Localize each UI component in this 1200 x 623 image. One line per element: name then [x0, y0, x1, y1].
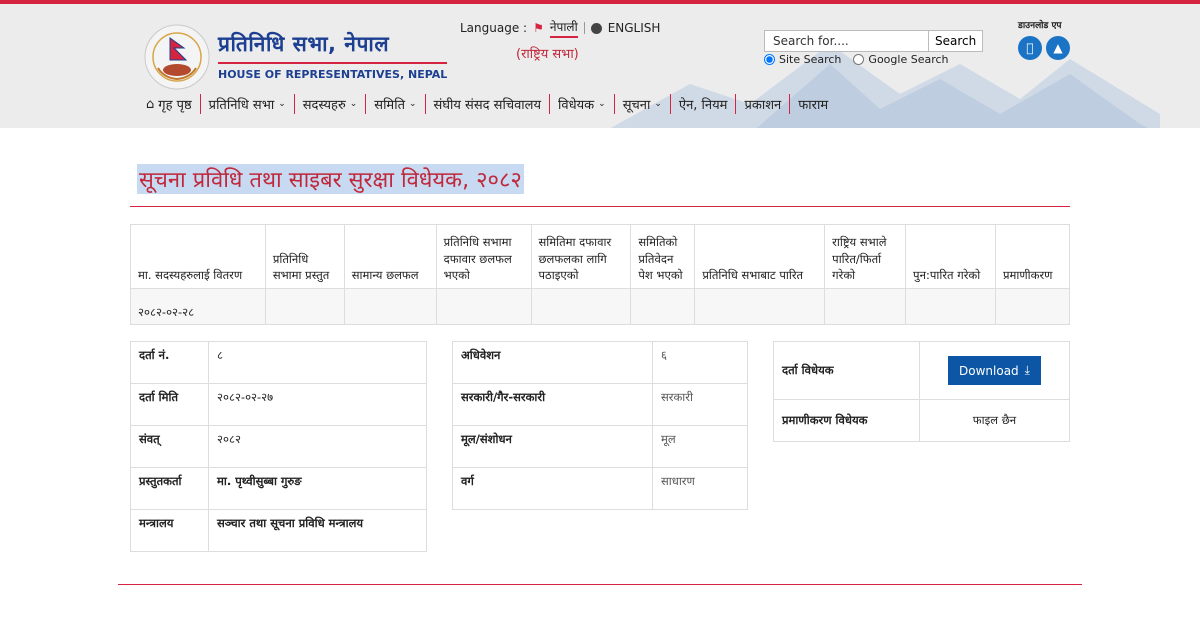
table-cell [265, 289, 344, 325]
column-header: सामान्य छलफल [344, 225, 436, 289]
search-button[interactable]: Search [929, 30, 983, 52]
nav-secretariat[interactable] [426, 94, 550, 114]
detail-value: ८ [209, 342, 427, 384]
emblem-logo[interactable] [144, 24, 210, 90]
table-row [774, 342, 1070, 400]
column-header: प्रतिनिधि सभाबाट पारित [695, 225, 825, 289]
nav-house[interactable] [201, 94, 295, 114]
nav-home-label: गृह पृष्ठ [158, 98, 192, 113]
lang-nepali-link[interactable]: नेपाली [550, 18, 578, 38]
nav-bills[interactable] [550, 94, 615, 114]
rastriya-sabha-link[interactable]: (राष्ट्रिय सभा) [516, 47, 579, 62]
nav-notices-label: सूचना [622, 98, 651, 113]
column-header: मा. सदस्यहरुलाई वितरण [131, 225, 266, 289]
site-search-option[interactable] [764, 53, 841, 66]
nav-acts-rules[interactable] [671, 94, 737, 114]
download-icon: ⤓ [1024, 363, 1030, 377]
nav-secretariat-label: संघीय संसद सचिवालय [433, 98, 542, 113]
site-subtitle[interactable]: HOUSE OF REPRESENTATIVES, NEPAL [218, 62, 447, 81]
nav-acts-label: ऐन, नियम [678, 98, 728, 113]
detail-key: मन्त्रालय [131, 510, 209, 552]
nav-publications[interactable] [736, 94, 790, 114]
table-row [453, 426, 748, 468]
nav-notices[interactable] [615, 94, 671, 114]
table-row [774, 400, 1070, 442]
nav-forms[interactable] [790, 94, 836, 114]
detail-key: सरकारी/गैर-सरकारी [453, 384, 653, 426]
nav-bills-label: विधेयक [558, 98, 595, 113]
nav-members-label: सदस्यहरु [302, 98, 346, 113]
column-header: राष्ट्रिय सभाले पारित/फिर्ता गरेको [825, 225, 906, 289]
globe-icon [591, 23, 602, 34]
language-label: Language : [460, 21, 528, 35]
detail-key: अधिवेशन [453, 342, 653, 384]
table-cell [436, 289, 531, 325]
table-row [131, 426, 427, 468]
column-header: पुन:पारित गरेको [906, 225, 996, 289]
certified-bill-value: फाइल छैन [920, 400, 1070, 442]
detail-value: २०८२ [209, 426, 427, 468]
table-row [131, 289, 1070, 325]
bill-documents [773, 341, 1070, 442]
google-search-option[interactable] [853, 53, 948, 66]
detail-value: सञ्चार तथा सूचना प्रविधि मन्त्रालय [209, 510, 427, 552]
chevron-down-icon: ⌄ [409, 99, 417, 109]
table-cell [906, 289, 996, 325]
nav-committee-label: समिति [374, 98, 405, 113]
column-header: समितिमा दफावार छलफलका लागि पठाइएको [531, 225, 631, 289]
site-search-label: Site Search [779, 53, 842, 66]
table-cell: २०८२-०२-२८ [131, 289, 266, 325]
table-cell [631, 289, 695, 325]
chevron-down-icon: ⌄ [654, 99, 662, 109]
apple-icon[interactable] [1018, 36, 1042, 60]
detail-key: प्रस्तुतकर्ता [131, 468, 209, 510]
certified-bill-label: प्रमाणीकरण विधेयक [774, 400, 920, 442]
lang-divider [584, 22, 585, 34]
title-divider [130, 206, 1070, 207]
table-cell [825, 289, 906, 325]
chevron-down-icon: ⌄ [349, 99, 358, 109]
nav-publications-label: प्रकाशन [744, 98, 782, 113]
registered-bill-label: दर्ता विधेयक [774, 342, 920, 400]
chevron-down-icon: ⌄ [598, 99, 606, 109]
site-search-radio[interactable] [764, 54, 775, 65]
detail-value: साधारण [653, 468, 748, 510]
column-header: प्रमाणीकरण [995, 225, 1069, 289]
nav-forms-label: फाराम [798, 98, 829, 113]
table-row [131, 384, 427, 426]
download-button[interactable] [948, 356, 1041, 385]
google-search-label: Google Search [868, 53, 949, 66]
detail-value: सरकारी [653, 384, 748, 426]
nepal-flag-icon: ⚑ [533, 21, 544, 35]
table-cell [531, 289, 631, 325]
search-scope-radios [764, 53, 949, 66]
app-download-icons [1018, 36, 1070, 60]
table-cell [995, 289, 1069, 325]
table-row [453, 342, 748, 384]
table-row [131, 510, 427, 552]
lang-english-link[interactable]: ENGLISH [607, 21, 661, 35]
android-icon[interactable]: ▲ [1046, 36, 1070, 60]
download-button-label: Download [959, 363, 1019, 378]
language-switcher [460, 18, 660, 38]
nav-home[interactable] [146, 94, 201, 114]
detail-value: मूल [653, 426, 748, 468]
table-header-row [131, 225, 1070, 289]
table-row [453, 468, 748, 510]
detail-value: मा. पृथ्वीसुब्बा गुरुङ [209, 468, 427, 510]
detail-key: संवत् [131, 426, 209, 468]
app-download-label: डाउनलोड एप [1018, 21, 1062, 31]
search-input[interactable] [764, 30, 929, 52]
table-cell [344, 289, 436, 325]
detail-key: दर्ता मिति [131, 384, 209, 426]
site-header [0, 4, 1200, 128]
column-header: समितिको प्रतिवेदन पेश भएको [631, 225, 695, 289]
download-cell [920, 342, 1070, 400]
table-row [131, 468, 427, 510]
home-icon: ⌂ [146, 96, 155, 112]
footer-divider [118, 584, 1082, 585]
table-row [131, 342, 427, 384]
detail-key: दर्ता नं. [131, 342, 209, 384]
page-title: सूचना प्रविधि तथा साइबर सुरक्षा विधेयक, २०८२ [137, 164, 524, 194]
bill-status-table [130, 224, 1070, 325]
google-search-radio[interactable] [853, 54, 864, 65]
nav-house-label: प्रतिनिधि सभा [208, 98, 275, 113]
detail-key: मूल/संशोधन [453, 426, 653, 468]
column-header: प्रतिनिधि सभामा दफावार छलफल भएको [436, 225, 531, 289]
search-box [764, 30, 983, 52]
main-nav [146, 94, 836, 114]
detail-value: ६ [653, 342, 748, 384]
detail-key: वर्ग [453, 468, 653, 510]
column-header: प्रतिनिधि सभामा प्रस्तुत [265, 225, 344, 289]
table-row [453, 384, 748, 426]
nav-committee[interactable] [366, 94, 425, 114]
bill-details-middle [452, 341, 748, 510]
detail-value: २०८२-०२-२७ [209, 384, 427, 426]
chevron-down-icon: ⌄ [278, 99, 286, 109]
site-title[interactable]: प्रतिनिधि सभा, नेपाल [218, 32, 390, 56]
table-cell [695, 289, 825, 325]
bill-details-left [130, 341, 427, 552]
nav-members[interactable] [295, 94, 367, 114]
